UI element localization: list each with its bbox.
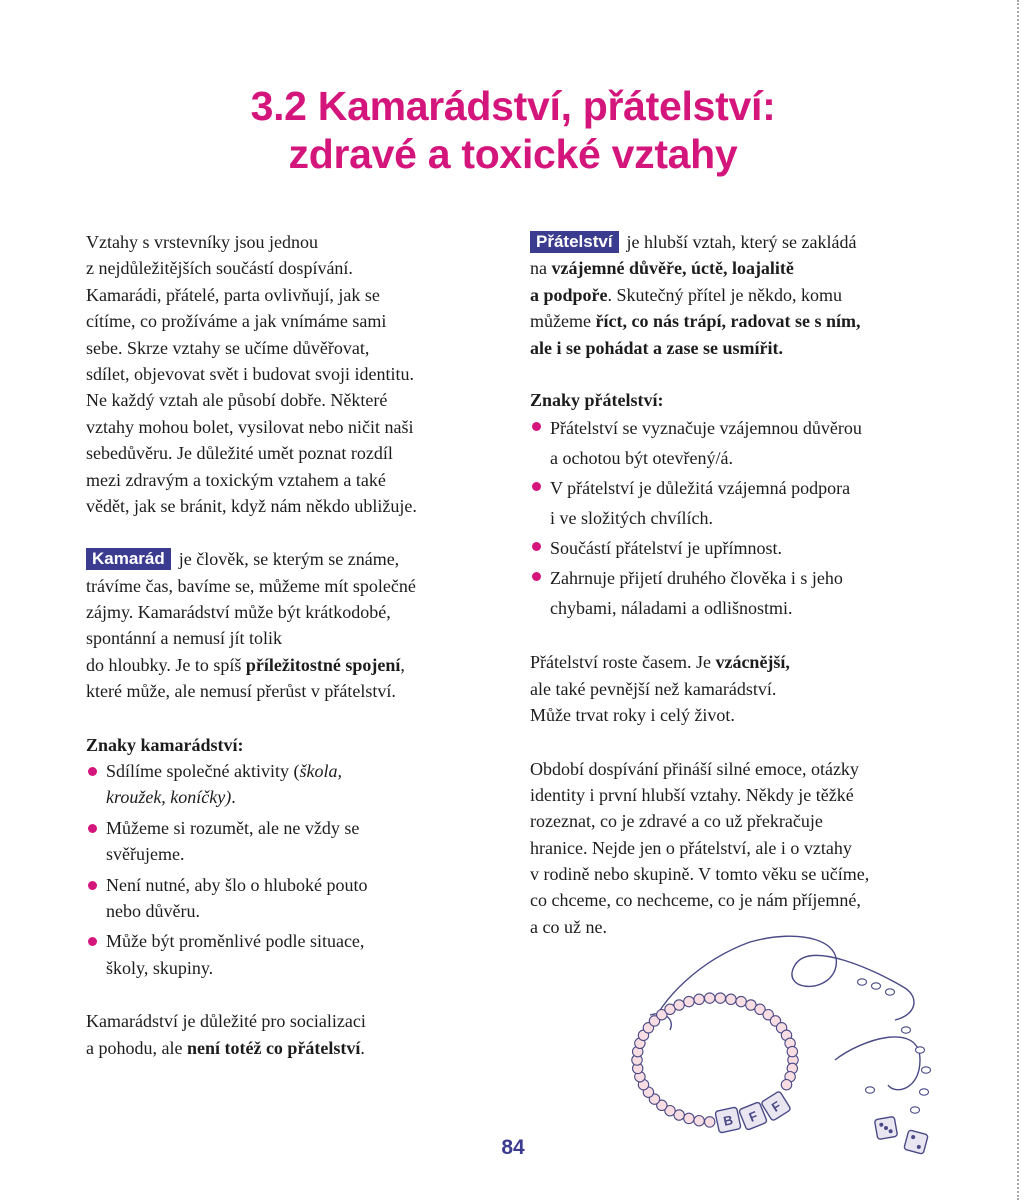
period-line: identity i první hlubší vztahy. Někdy je těžké <box>530 784 854 805</box>
intro-line: Ne každý vztah ale působí dobře. Některé <box>86 390 388 411</box>
kamarad-line1-text: je člověk, se kterým se známe, <box>178 549 400 570</box>
pratelstvi-signs-heading: Znaky přátelství: <box>530 389 664 410</box>
pratelstvi-line <box>530 308 960 334</box>
list-item <box>530 473 960 533</box>
kamarad-line: zájmy. Kamarádství může být krátkodobé, <box>86 602 391 623</box>
period-line: rozeznat, co je zdravé a co už překračuje <box>530 811 823 832</box>
list-item <box>86 758 506 811</box>
letter-cubes <box>715 1091 791 1133</box>
bullet-dot-icon <box>532 482 541 491</box>
pratelstvi-signs-list <box>530 413 960 623</box>
sign1-pre: Sdílíme společné aktivity ( <box>106 761 300 782</box>
title-line-2: zdravé a toxické vztahy <box>288 131 738 177</box>
bead <box>726 994 736 1004</box>
string-icon <box>650 936 920 1090</box>
kamarad-line: spontánní a nemusí jít tolik <box>86 628 282 649</box>
intro-line: Vztahy s vrstevníky jsou jednou <box>86 232 318 252</box>
spacer <box>530 729 960 756</box>
kamarad-line: které může, ale nemusí přerůst v přátelství. <box>86 681 396 702</box>
title-line-1: 3.2 Kamarádství, přátelství: <box>250 83 776 129</box>
period-line: hranice. Nejde jen o přátelství, ale i o vztahy <box>530 837 852 858</box>
pratelstvi-line3-bold: a podpoře <box>530 284 608 305</box>
intro-line: Kamarádi, přátelé, parta ovlivňují, jak se <box>86 284 380 305</box>
list-item <box>86 815 506 868</box>
list-item-line: svěřujeme. <box>106 844 185 865</box>
kamarad-signs-list <box>86 758 506 981</box>
list-item-line: Součástí přátelství je upřímnost. <box>550 538 782 559</box>
closing-post: . <box>360 1037 365 1058</box>
list-item <box>530 533 960 563</box>
kamarad-tag: Kamarád <box>86 548 171 570</box>
bullet-dot-icon <box>88 767 97 776</box>
loose-bead <box>922 1067 931 1073</box>
bullet-dot-icon <box>532 572 541 581</box>
pratelstvi-line2-pre: na <box>530 258 552 279</box>
bead <box>736 996 746 1006</box>
page-number: 84 <box>501 1136 525 1159</box>
intro-paragraph <box>86 229 506 519</box>
closing-pre: a pohodu, ale <box>86 1037 187 1058</box>
bracelet-illustration <box>620 920 950 1170</box>
right-column <box>530 229 960 940</box>
bead <box>684 996 694 1006</box>
bead <box>694 994 704 1004</box>
kamarad-line <box>86 546 506 572</box>
list-item-line <box>106 784 506 810</box>
bullet-dot-icon <box>532 542 541 551</box>
list-item <box>86 872 506 925</box>
list-item-line: V přátelství je důležitá vzájemná podpora <box>550 478 851 499</box>
sign1-italic-1: škola, <box>299 761 342 782</box>
list-item <box>530 563 960 623</box>
closing-line: Kamarádství je důležité pro socializaci <box>86 1011 366 1032</box>
spacer <box>86 981 506 1008</box>
bullet-dot-icon <box>532 422 541 431</box>
growth-pre: Přátelství roste časem. Je <box>530 652 716 673</box>
list-item-line: školy, skupiny. <box>106 957 214 978</box>
spacer <box>86 519 506 546</box>
pratelstvi-growth-paragraph <box>530 649 960 728</box>
list-item-line: Přátelství se vyznačuje vzájemnou důvěrou <box>550 418 862 439</box>
loose-bead <box>902 1027 911 1033</box>
page-title <box>0 82 1026 178</box>
loose-bead <box>920 1089 929 1095</box>
intro-line: vztahy mohou bolet, vysilovat nebo ničit naši <box>86 416 414 437</box>
list-item-line: i ve složitých chvílích. <box>550 508 713 529</box>
spacer <box>530 623 960 649</box>
growth-bold: vzácnější, <box>715 652 790 673</box>
period-line: Období dospívání přináší silné emoce, otázky <box>530 758 859 779</box>
pratelstvi-line3-post: . Skutečný přítel je někdo, komu <box>607 284 842 305</box>
page-edge-dotted-line <box>1017 0 1019 1200</box>
loose-bead <box>886 989 895 995</box>
intro-line: sebedůvěru. Je důležité umět poznat rozdíl <box>86 443 393 464</box>
spacer <box>530 361 960 387</box>
bead <box>715 993 725 1003</box>
cube-letter: B <box>721 1112 735 1129</box>
list-item-line: Můžeme si rozumět, ale ne vždy se <box>106 817 360 838</box>
list-item-line <box>106 758 506 784</box>
bullet-dot-icon <box>88 881 97 890</box>
bead <box>674 1000 684 1010</box>
growth-line: ale také pevnější než kamarádství. <box>530 678 777 699</box>
loose-bead <box>916 1047 925 1053</box>
loose-bead <box>858 979 867 985</box>
period-line: co chceme, co nechceme, co je nám příjemné, <box>530 890 861 911</box>
closing-bold: není totéž co přátelství <box>186 1037 361 1058</box>
intro-line: sebe. Skrze vztahy se učíme důvěřovat, <box>86 337 370 358</box>
kamarad-line5-post: , <box>400 654 405 675</box>
pratelstvi-line <box>530 229 960 255</box>
pratelstvi-tag: Přátelství <box>530 231 619 253</box>
loose-bead <box>872 983 881 989</box>
kamarad-line5-bold: příležitostné spojení <box>245 654 401 675</box>
pratelstvi-line1-text: je hlubší vztah, který se zakládá <box>626 232 857 252</box>
loose-bead <box>866 1087 875 1093</box>
growth-line <box>530 649 960 675</box>
sign1-italic-2: kroužek, koníčky) <box>106 787 232 808</box>
letter-cube-icon <box>715 1107 741 1133</box>
intro-line: cítíme, co prožíváme a jak vnímáme sami <box>86 311 387 332</box>
sign1-post: . <box>231 787 236 808</box>
growth-line: Může trvat roky i celý život. <box>530 705 735 726</box>
kamarad-signs-heading: Znaky kamarádství: <box>86 734 244 755</box>
bead <box>684 1113 694 1123</box>
list-item-line: a ochotou být otevřený/á. <box>550 448 733 469</box>
pratelstvi-paragraph <box>530 229 960 361</box>
kamarad-line5-pre: do hloubky. Je to spíš <box>86 654 246 675</box>
bullet-dot-icon <box>88 937 97 946</box>
period-line: a co už ne. <box>530 916 607 937</box>
intro-line: vědět, jak se bránit, když nám někdo ubližuje. <box>86 495 417 516</box>
kamarad-closing-paragraph <box>86 1008 506 1061</box>
list-item-line: Může být proměnlivé podle situace, <box>106 931 365 952</box>
cube-letter: F <box>768 1097 784 1115</box>
bead <box>694 1116 704 1126</box>
left-column <box>86 229 506 1061</box>
pratelstvi-line <box>530 255 960 281</box>
list-item-line: nebo důvěru. <box>106 900 200 921</box>
loose-beads <box>858 979 931 1113</box>
pratelstvi-line <box>530 335 960 361</box>
pratelstvi-line4-bold: říct, co nás trápí, radovat se s ním, <box>595 311 861 332</box>
intro-line: mezi zdravým a toxickým vztahem a také <box>86 469 386 490</box>
pratelstvi-line <box>530 282 960 308</box>
bead <box>705 993 715 1003</box>
pratelstvi-line2-bold: vzájemné důvěře, úctě, loajalitě <box>551 258 794 279</box>
bullet-dot-icon <box>88 824 97 833</box>
spacer <box>86 705 506 732</box>
pratelstvi-line4-pre: můžeme <box>530 311 596 332</box>
list-item-line: Zahrnuje přijetí druhého člověka i s jeho <box>550 568 843 589</box>
kamarad-line: trávíme čas, bavíme se, můžeme mít společné <box>86 575 416 596</box>
bead <box>781 1080 791 1090</box>
intro-line: sdílet, objevovat svět i budovat svoji identitu. <box>86 363 414 384</box>
bead <box>787 1046 797 1056</box>
pratelstvi-line5-bold: ale i se pohádat a zase se usmířit. <box>530 337 783 358</box>
kamarad-line <box>86 652 506 678</box>
intro-line: z nejdůležitějších součástí dospívání. <box>86 258 353 279</box>
list-item <box>530 413 960 473</box>
kamarad-paragraph <box>86 546 506 704</box>
loose-bead <box>911 1107 920 1113</box>
period-paragraph <box>530 756 960 941</box>
bead <box>705 1117 715 1127</box>
list-item-line: Není nutné, aby šlo o hluboké pouto <box>106 874 368 895</box>
list-item-line: chybami, náladami a odlišnostmi. <box>550 598 793 619</box>
closing-line <box>86 1035 506 1061</box>
cube-letter: F <box>746 1108 760 1125</box>
period-line: v rodině nebo skupině. V tomto věku se učíme, <box>530 864 870 885</box>
list-item <box>86 928 506 981</box>
